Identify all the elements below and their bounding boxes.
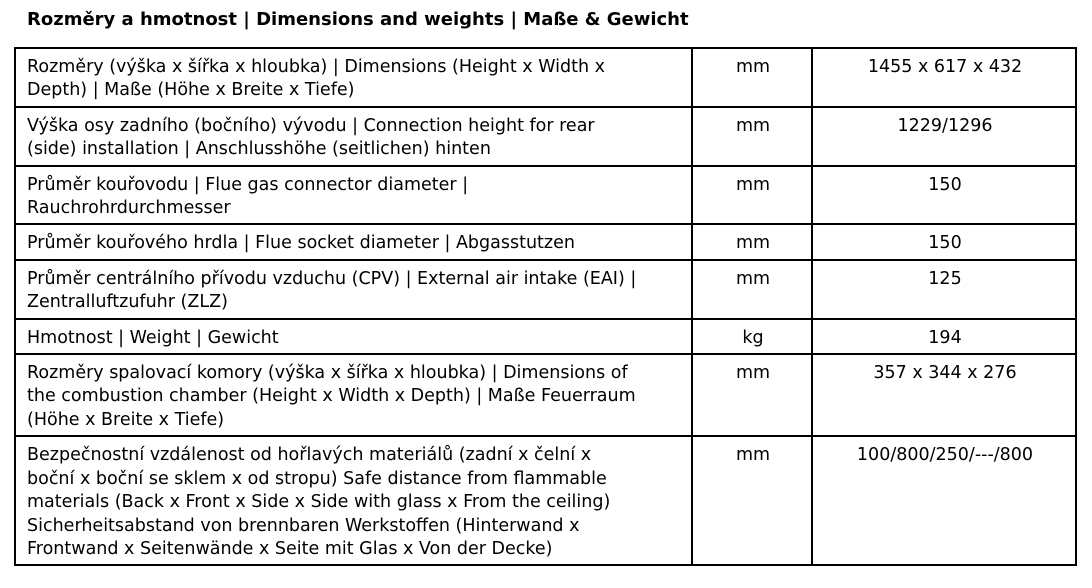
- row-unit: mm: [692, 48, 812, 107]
- row-unit: mm: [692, 107, 812, 166]
- row-unit: mm: [692, 436, 812, 565]
- row-value: 150: [812, 166, 1076, 225]
- row-unit: mm: [692, 260, 812, 319]
- specifications-table: [14, 47, 1077, 566]
- row-description: Rozměry (výška x šířka x hloubka) | Dimensions (Height x Width x Depth) | Maße (Höhe x Breite x Tiefe): [15, 48, 692, 107]
- section-heading: Rozměry a hmotnost | Dimensions and weights | Maße & Gewicht: [27, 9, 689, 30]
- row-unit: mm: [692, 224, 812, 259]
- row-value: 1229/1296: [812, 107, 1076, 166]
- row-unit: mm: [692, 166, 812, 225]
- table-row-flue-socket: [15, 224, 1076, 259]
- row-value: 194: [812, 319, 1076, 354]
- table-row-air-intake: [15, 260, 1076, 319]
- table-row-dimensions: [15, 48, 1076, 107]
- table-row-combustion-chamber: [15, 354, 1076, 436]
- row-value: 150: [812, 224, 1076, 259]
- row-description: Bezpečnostní vzdálenost od hořlavých materiálů (zadní x čelní x boční x boční se sklem x od stropu) Safe distance from flammable materials (Back x Front x Side x Side with glass x From the ceiling) Sicherheitsabstand von brennbaren Werkstoffen (Hinterwand x Frontwand x Seitenwände x Seite mit Glas x Von der Decke): [15, 436, 692, 565]
- row-description: Výška osy zadního (bočního) vývodu | Connection height for rear (side) installation | Anschlusshöhe (seitlichen) hinten: [15, 107, 692, 166]
- row-unit: mm: [692, 354, 812, 436]
- row-description: Průměr kouřovodu | Flue gas connector diameter | Rauchrohrdurchmesser: [15, 166, 692, 225]
- row-description: Průměr kouřového hrdla | Flue socket diameter | Abgasstutzen: [15, 224, 692, 259]
- row-value: 357 x 344 x 276: [812, 354, 1076, 436]
- row-description: Hmotnost | Weight | Gewicht: [15, 319, 692, 354]
- row-unit: kg: [692, 319, 812, 354]
- table-row-connection-height: [15, 107, 1076, 166]
- row-description: Rozměry spalovací komory (výška x šířka x hloubka) | Dimensions of the combustion chamber (Height x Width x Depth) | Maße Feuerraum (Höhe x Breite x Tiefe): [15, 354, 692, 436]
- row-description: Průměr centrálního přívodu vzduchu (CPV) | External air intake (EAI) | Zentralluftzufuhr (ZLZ): [15, 260, 692, 319]
- table-row-weight: [15, 319, 1076, 354]
- row-value: 125: [812, 260, 1076, 319]
- table-row-safe-distance: [15, 436, 1076, 565]
- table-row-flue-connector: [15, 166, 1076, 225]
- row-value: 1455 x 617 x 432: [812, 48, 1076, 107]
- row-value: 100/800/250/---/800: [812, 436, 1076, 565]
